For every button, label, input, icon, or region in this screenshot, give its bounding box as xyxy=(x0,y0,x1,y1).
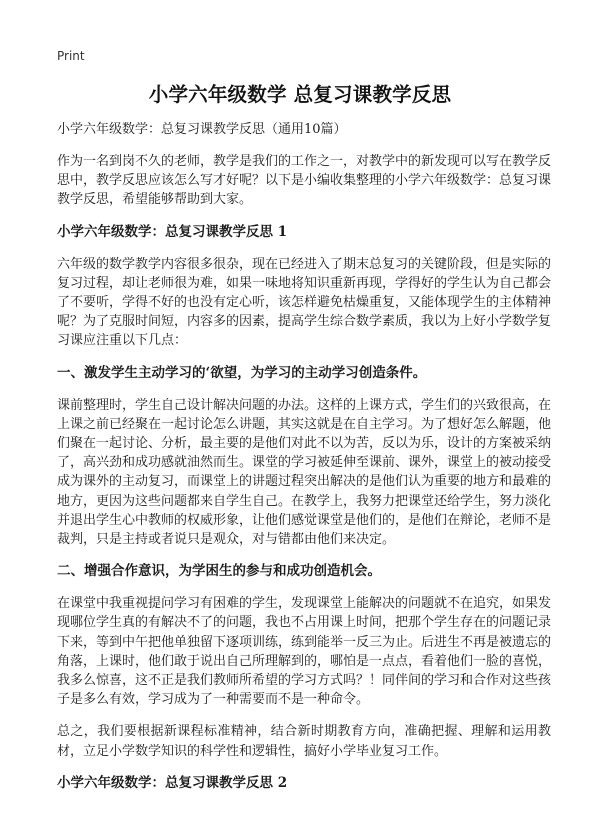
section-heading-1: 小学六年级数学：总复习课教学反思 1 xyxy=(57,223,288,240)
print-label[interactable]: Print xyxy=(57,49,85,63)
section-heading-2: 小学六年级数学：总复习课教学反思 2 xyxy=(57,774,288,791)
intro-paragraph: 作为一名到岗不久的老师，教学是我们的工作之一，对教学中的新发现可以写在教学反思中，教学反思应该怎么写才好呢？以下是小编收集整理的小学六年级数学：总复习课教学反思，希望能够帮助到大家。 xyxy=(57,154,552,208)
conclusion-paragraph: 总之，我们要根据新课程标准精神，结合新时期教育方向，准确把握、理解和运用教材，立足小学数学知识的科学性和逻辑性，搞好小学毕业复习工作。 xyxy=(57,724,551,759)
subsection-heading-2: 二、增强合作意识，为学困生的参与和成功创造机会。 xyxy=(57,563,381,580)
page-title: 小学六年级数学 总复习课教学反思 xyxy=(148,83,452,106)
subsection-heading-1: 一、激发学生主动学习的‘欲望，为学习的主动学习创造条件。 xyxy=(57,364,427,381)
section-1-paragraph: 六年级的数学教学内容很多很杂，现在已经进入了期末总复习的关键阶段，但是实际的复习过程，却让老师很为难，如果一味地将知识重新再现，学得好的学生认为自己都会了不要听，学得不好的也没有定心听，该怎样避免枯燥重复，又能体现学生的主体精神呢？为了克服时间短，内容多的因素，提高学生综合数学素质，我以为上好小学数学复习课应注重以下几点： xyxy=(57,256,552,349)
subsection-2-paragraph: 在课堂中我重视提问学习有困难的学生，发现课堂上能解决的问题就不在追究，如果发现哪位学生真的有解决不了的问题，我也不占用课上时间，把那个学生存在的问题记录下来，等到中午把他单独留下逐项训练，练到能举一反三为止。后进生不再是被遗忘的角落，上课时，他们敢于说出自己所理解到的，哪怕是一点点，看着他们一脸的喜悦，我多么惊喜，这不正是我们教师所希望的学习方式吗？！同伴间的学习和合作对这些孩子是多么有效，学习成为了一种需要而不是一种命令。 xyxy=(57,596,552,708)
subsection-1-paragraph: 课前整理时，学生自己设计解决问题的办法。这样的上课方式，学生们的兴致很高，在上课之前已经聚在一起讨论怎么讲题，其实这就是在自主学习。为了想好怎么解题，他们聚在一起讨论、分析，最主要的是他们对此不以为苦，反以为乐，设计的方案被采纳了，高兴劲和成功感就油然而生。课堂的学习被延伸至课前、课外，课堂上的被动接受成为课外的主动复习，而课堂上的讲题过程突出解决的是他们认为重要的地方和最难的地方，更因为这些问题都来自学生自己。在教学上，我努力把课堂还给学生，努力淡化并退出学生心中教师的权威形象，让他们感觉课堂是他们的，是他们在辩论，老师不是裁判，只是主持或者说只是观众，对与错都由他们来决定。 xyxy=(57,397,552,548)
article-subtitle: 小学六年级数学：总复习课教学反思（通用10篇） xyxy=(57,122,347,137)
article-body xyxy=(57,120,551,806)
